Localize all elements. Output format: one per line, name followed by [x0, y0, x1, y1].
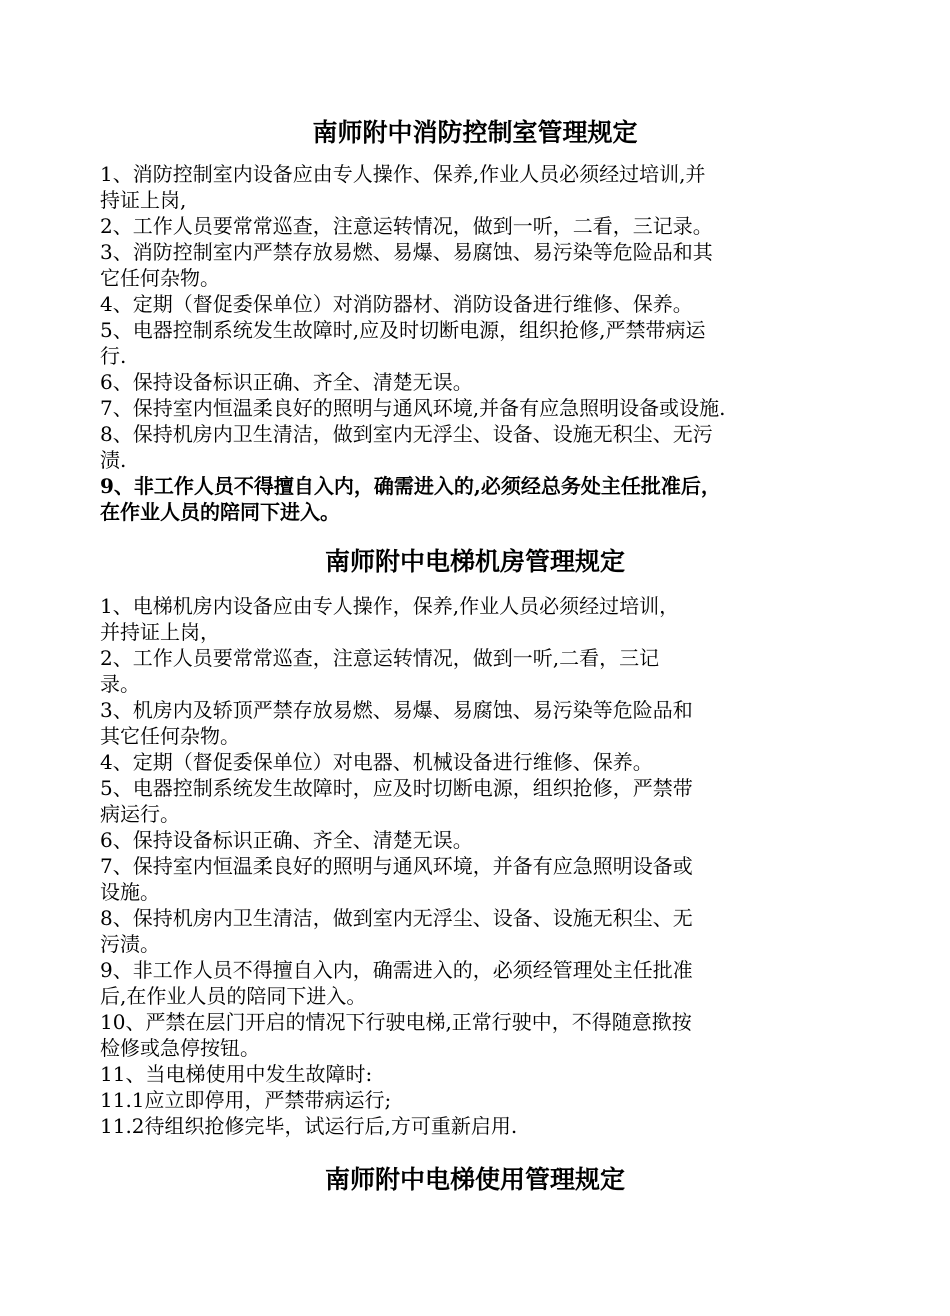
rule-line-emphasized: 9、非工作人员不得擅自入内，确需进入的,必须经总务处主任批准后， — [100, 474, 721, 498]
rule-line: 持证上岗, — [100, 188, 187, 212]
rule-line: 设施。 — [100, 880, 160, 904]
rule-line: 渍. — [100, 448, 127, 472]
rule-line: 6、保持设备标识正确、齐全、清楚无误。 — [100, 828, 473, 852]
rule-line: 并持证上岗， — [100, 620, 220, 644]
rule-line: 污渍。 — [100, 932, 160, 956]
rule-line: 它任何杂物。 — [100, 266, 220, 290]
rule-line: 2、工作人员要常常巡查，注意运转情况，做到一听,二看，三记 — [100, 646, 660, 670]
section-title-fire-control: 南师附中消防控制室管理规定 — [312, 118, 638, 147]
section-title-elevator-room: 南师附中电梯机房管理规定 — [324, 547, 625, 576]
rule-line: 8、保持机房内卫生清洁，做到室内无浮尘、设备、设施无积尘、无污 — [100, 422, 713, 446]
rule-line: 4、定期（督促委保单位）对消防器材、消防设备进行维修、保养。 — [100, 292, 693, 316]
rule-line: 3、机房内及轿顶严禁存放易燃、易爆、易腐蚀、易污染等危险品和 — [100, 698, 693, 722]
rule-line: 1、消防控制室内设备应由专人操作、保养,作业人员必须经过培训,并 — [100, 162, 706, 186]
rule-line: 7、保持室内恒温柔良好的照明与通风环境，并备有应急照明设备或 — [100, 854, 693, 878]
rule-line: 5、电器控制系统发生故障时，应及时切断电源，组织抢修，严禁带 — [100, 776, 693, 800]
rule-line: 10、严禁在层门开启的情况下行驶电梯,正常行驶中，不得随意揿按 — [100, 1010, 692, 1034]
rule-line: 病运行。 — [100, 802, 180, 826]
rule-line: 2、工作人员要常常巡查，注意运转情况，做到一听，二看，三记录。 — [100, 214, 713, 238]
section-body-elevator-room — [100, 593, 693, 1139]
rule-line: 11、当电梯使用中发生故障时: — [100, 1062, 373, 1086]
rule-line: 1、电梯机房内设备应由专人操作，保养,作业人员必须经过培训， — [100, 594, 680, 618]
rule-line: 其它任何杂物。 — [100, 724, 240, 748]
rule-line: 11.1应立即停用，严禁带病运行; — [100, 1088, 392, 1112]
rule-line: 后,在作业人员的陪同下进入。 — [100, 984, 367, 1008]
rule-line: 9、非工作人员不得擅自入内，确需进入的，必须经管理处主任批准 — [100, 958, 693, 982]
rule-line: 5、电器控制系统发生故障时,应及时切断电源，组织抢修,严禁带病运 — [100, 318, 706, 342]
rule-line-emphasized: 在作业人员的陪同下进入。 — [100, 500, 340, 524]
rule-line: 4、定期（督促委保单位）对电器、机械设备进行维修、保养。 — [100, 750, 653, 774]
rule-line: 6、保持设备标识正确、齐全、清楚无误。 — [100, 370, 473, 394]
rule-line: 检修或急停按钮。 — [100, 1036, 260, 1060]
section-body-fire-control — [100, 161, 725, 525]
rule-line: 8、保持机房内卫生清洁，做到室内无浮尘、设备、设施无积尘、无 — [100, 906, 693, 930]
rule-line: 录。 — [100, 672, 140, 696]
section-title-elevator-usage: 南师附中电梯使用管理规定 — [324, 1165, 625, 1194]
rule-line: 7、保持室内恒温柔良好的照明与通风环境,并备有应急照明设备或设施. — [100, 396, 726, 420]
rule-line: 3、消防控制室内严禁存放易燃、易爆、易腐蚀、易污染等危险品和其 — [100, 240, 713, 264]
rule-line: 行. — [100, 344, 127, 368]
rule-line: 11.2待组织抢修完毕，试运行后,方可重新启用. — [100, 1114, 518, 1138]
